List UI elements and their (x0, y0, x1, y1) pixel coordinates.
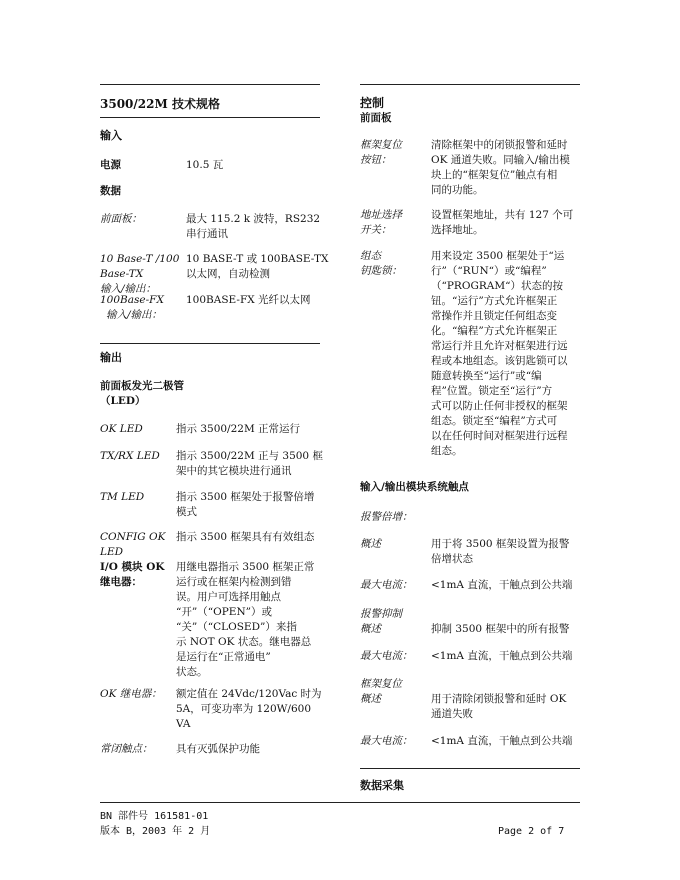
desc1-value: 用于将 3500 框架设置为报警 倍增状态 (431, 538, 570, 565)
ok-relay-value: 额定值在 24Vdc/120Vac 时为 5A，可变功率为 120W/600 VA (176, 688, 322, 730)
power-value: 10.5 瓦 (186, 159, 224, 171)
inhibit-value: 抑制 3500 框架中的所有报警 (431, 623, 570, 635)
inhibit-label: 报警抑制 概述 (360, 608, 402, 635)
max-current1-label: 最大电流： (360, 579, 413, 591)
footer-page-number: Page 2 of 7 (498, 826, 565, 837)
top-rule-left (100, 84, 320, 85)
rack-reset-button-label: 框架复位 按钮： (360, 139, 402, 166)
config-ok-value: 指示 3500 框架具有有效组态 (176, 531, 315, 543)
footer-part-number: BN 部件号 161581-01 (100, 811, 209, 822)
max-current1-value: <1mA 直流，干触点到公共端 (431, 579, 573, 591)
max-current3-label: 最大电流： (360, 735, 413, 747)
txrx-led-label: TX/RX LED (100, 450, 160, 462)
config-ok-label: CONFIG OK LED (100, 531, 166, 558)
nc-contact-value: 具有灭弧保护功能 (176, 743, 260, 755)
desc1-label: 概述 (360, 538, 381, 550)
ok-led-label: OK LED (100, 423, 143, 435)
tm-led-label: TM LED (100, 491, 145, 503)
tm-led-value: 指示 3500 框架处于报警倍增 模式 (176, 491, 315, 518)
spec-title: 3500/22M 技术规格 (100, 97, 220, 111)
rack-reset-button-value: 清除框架中的闭锁报警和延时 OK 通道失败。同输入/输出模 块上的“框架复位”触点有相 同的功能。 (431, 139, 570, 196)
rack-reset-contact-value: 用于清除闭锁报警和延时 OK 通道失败 (431, 693, 567, 720)
ok-relay-label: OK 继电器： (100, 688, 162, 700)
footer-rule (100, 802, 580, 803)
max-current2-value: <1mA 直流，干触点到公共端 (431, 650, 573, 662)
data-header: 数据 (100, 185, 121, 197)
footer-version: 版本 B，2003 年 2 月 (100, 826, 211, 837)
address-switch-label: 地址选择 开关： (360, 209, 402, 236)
nc-contact-label: 常闭触点： (100, 743, 153, 755)
max-current3-value: <1mA 直流，干触点到公共端 (431, 735, 573, 747)
ok-led-value: 指示 3500/22M 正常运行 (176, 423, 301, 435)
config-key-label: 组态 钥匙锁： (360, 250, 402, 277)
front-panel-label: 前面板： (100, 213, 142, 225)
output-rule (100, 343, 320, 344)
txrx-led-value: 指示 3500/22M 正与 3500 框 架中的其它模块进行通讯 (176, 450, 323, 477)
panel-header: 前面板 (360, 112, 392, 124)
led-header: 前面板发光二极管 （LED） (100, 380, 184, 407)
front-panel-value: 最大 115.2 k 波特，RS232 串行通讯 (186, 213, 321, 240)
io-contacts-header: 输入/输出模块系统触点 (360, 481, 469, 493)
base-fx-label: 100Base-FX 输入/输出： (100, 294, 164, 321)
io-relay-label: I/O 模块 OK 继电器： (100, 561, 165, 588)
max-current2-label: 最大电流： (360, 650, 413, 662)
input-header: 输入 (100, 129, 122, 142)
base-fx-value: 100BASE-FX 光纤以太网 (186, 294, 311, 306)
daq-header: 数据采集 (360, 779, 404, 792)
title-rule (100, 117, 320, 118)
address-switch-value: 设置框架地址，共有 127 个可 选择地址。 (431, 209, 574, 236)
base-t-label: 10 Base-T /100 Base-TX 输入/输出： (100, 253, 180, 295)
output-header: 输出 (100, 351, 122, 364)
rack-reset-contact-label: 框架复位 概述 (360, 678, 402, 705)
control-header: 控制 (360, 96, 385, 110)
base-t-value: 10 BASE-T 或 100BASE-TX 以太网，自动检测 (186, 253, 329, 280)
top-rule-right (360, 84, 580, 85)
config-key-value: 用来设定 3500 框架处于“运 行”（“RUN“）或“编程” （“PROGRAM“）状态的按 钮。“运行”方式允许框架正 常操作并且锁定任何组态变 化。“编程”方式允许框架正 常运行并且允许对框架进行远 程或本地组态。该钥匙锁可以 随意转换至“运行”或“编 程”位置。锁定至“运行”方 式可以防止任何非授权的框架 组态。锁定至“编程”方式可 以在任何时间对框架进行远程 组态。 (431, 250, 568, 457)
alarm-multiply-label: 报警倍增： (360, 511, 413, 523)
daq-rule (360, 768, 580, 769)
power-label: 电源 (100, 159, 121, 171)
io-relay-value: 用继电器指示 3500 框架正常 运行或在框架内检测到错 误。用户可选择用触点 “开”（“OPEN”）或 “关”（“CLOSED”）来指 示 NOT OK 状态。继电器总 是运行在“正常通电” 状态。 (176, 561, 315, 678)
